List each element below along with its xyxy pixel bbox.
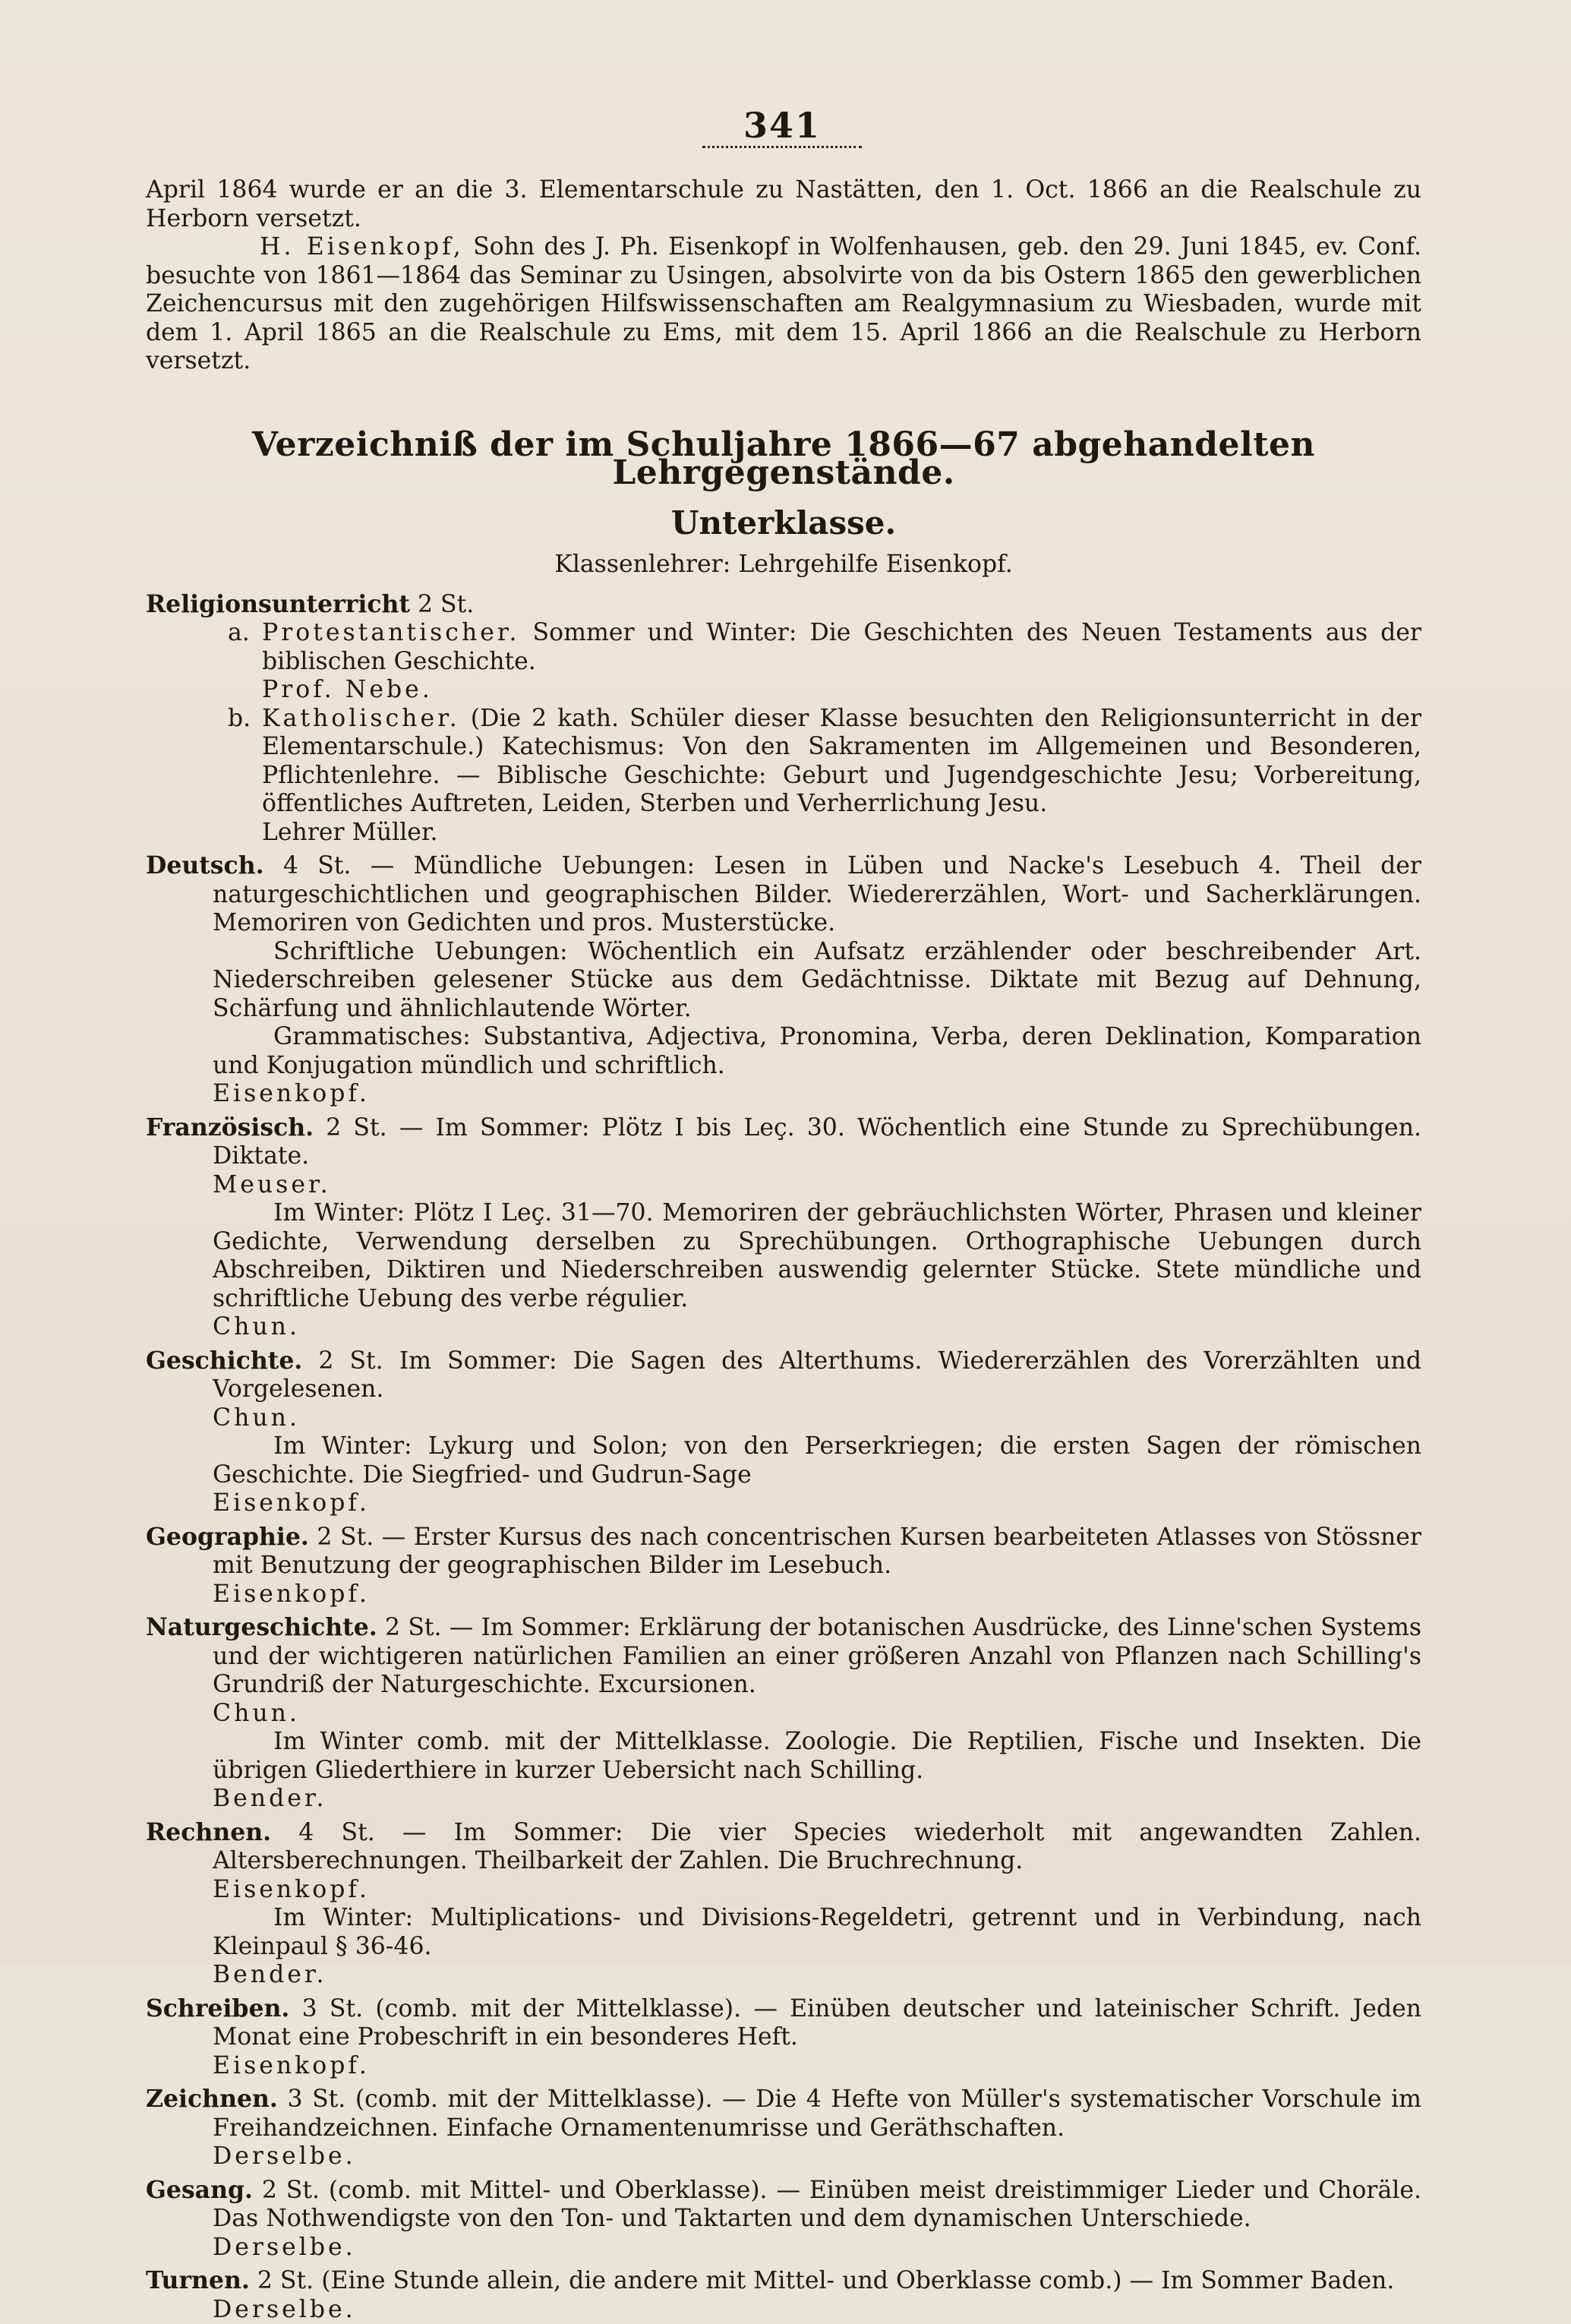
teacher: Bender.: [213, 1961, 1421, 1990]
teacher: Chun.: [213, 1404, 1421, 1433]
subject-gesang: [146, 2176, 1421, 2262]
section-title: Verzeichniß der im Schuljahre 1866—67 abgehandelten Lehrgegenstände.: [146, 431, 1421, 488]
teacher: Eisenkopf.: [213, 1080, 1421, 1109]
intro-paragraph-2: [146, 233, 1421, 376]
subject-text-2: Im Winter: Lykurg und Solon; von den Perserkriegen; die ersten Sagen der römischen Geschichte. Die Siegfried- und Gudrun-Sage: [213, 1432, 1421, 1489]
subject-name: Französisch.: [146, 1113, 314, 1141]
subject-text-2: Im Winter: Multiplications- und Divisions-Regeldetri, getrennt und in Verbindung, nach Kleinpaul § 36-46.: [213, 1904, 1421, 1961]
item-label: a.: [146, 619, 262, 648]
subject-name: Rechnen.: [146, 1818, 271, 1846]
teacher: Prof. Nebe.: [262, 676, 1421, 705]
teacher: Derselbe.: [213, 2142, 1421, 2171]
subject-text: 2 St. — Erster Kursus des nach concentrischen Kursen bearbeiteten Atlasses von Stössner mit Benutzung der geographischen Bilder im Lesebuch.: [213, 1524, 1421, 1580]
subject-text: 4 St. — Im Sommer: Die vier Species wiederholt mit angewandten Zahlen. Altersberechnungen. Theilbarkeit der Zahlen. Die Bruchrechnung.: [213, 1819, 1421, 1875]
subject-zeichnen: [146, 2085, 1421, 2171]
teacher: Eisenkopf.: [213, 2052, 1421, 2081]
subject-geographie: [146, 1523, 1421, 1609]
subject-name: Naturgeschichte.: [146, 1613, 377, 1641]
subject-naturgeschichte: [146, 1613, 1421, 1814]
subject-text-2: Schriftliche Uebungen: Wöchentlich ein Aufsatz erzählender oder beschreibender Art. Niederschreiben gelesener Stücke aus dem Gedächtnisse. Diktate mit Bezug auf Dehnung, Schärfung und ähnlichlautende Wörter.: [213, 938, 1421, 1024]
teacher: Eisenkopf.: [213, 1489, 1421, 1518]
subject-deutsch: [146, 851, 1421, 1109]
subject-text: 2 St. (Eine Stunde allein, die andere mit Mittel- und Oberklasse comb.) — Im Sommer Baden.: [257, 2267, 1395, 2294]
item-text: (Die 2 kath. Schüler dieser Klasse besuchten den Religionsunterricht in der Elementarschule.) Katechismus: Von den Sakramenten im Allgemeinen und Besonderen, Pflichtenlehre. — Biblische Geschichte: Geburt und Jugendgeschichte Jesu; Vorbereitung, öffentliches Auftreten, Leiden, Sterben und Verherrlichung Jesu.: [262, 705, 1421, 818]
page-number: 341: [699, 105, 866, 146]
subject-text: 3 St. (comb. mit der Mittelklasse). — Einüben deutscher und lateinischer Schrift. Jeden Monat eine Probeschrift in ein besonderes Heft.: [213, 1995, 1421, 2051]
subject-name: Deutsch.: [146, 851, 264, 879]
subject-turnen: [146, 2266, 1421, 2324]
subject-name: Geschichte.: [146, 1347, 302, 1375]
subject-schreiben: [146, 1994, 1421, 2081]
intro-paragraph-1: April 1864 wurde er an die 3. Elementarschule zu Nastätten, den 1. Oct. 1866 an die Realschule zu Herborn versetzt.: [146, 176, 1421, 233]
teacher: Derselbe.: [213, 2234, 1421, 2262]
subject-hours: 2 St.: [418, 591, 474, 618]
subject-name: Gesang.: [146, 2176, 253, 2204]
item-name: Katholischer.: [262, 705, 460, 732]
intro-text: Sohn des J. Ph. Eisenkopf in Wolfenhausen, geb. den 29. Juni 1845, ev. Conf. besuchte von 1861—1864 das Seminar zu Usingen, absolvirte von da bis Ostern 1865 den gewerblichen Zeichencursus mit den zugehörigen Hilfswissenschaften am Realgymnasium zu Wiesbaden, wurde mit dem 1. April 1865 an die Realschule zu Ems, mit dem 15. April 1866 an die Realschule zu Herborn versetzt.: [146, 233, 1421, 374]
teacher: Derselbe.: [213, 2296, 1421, 2324]
subject-name: Geographie.: [146, 1523, 309, 1551]
subject-text-3: Grammatisches: Substantiva, Adjectiva, Pronomina, Verba, deren Deklination, Komparation und Konjugation mündlich und schriftlich.: [213, 1023, 1421, 1080]
page-content: [146, 176, 1421, 2324]
subject-text: 2 St. Im Sommer: Die Sagen des Alterthums. Wiedererzählen des Vorerzählten und Vorgelesenen.: [213, 1347, 1421, 1404]
teacher: Lehrer Müller.: [262, 819, 1421, 848]
subject-geschichte: [146, 1347, 1421, 1518]
subject-text-2: Im Winter comb. mit der Mittelklasse. Zoologie. Die Reptilien, Fische und Insekten. Die übrigen Gliederthiere in kurzer Uebersicht nach Schilling.: [213, 1728, 1421, 1785]
subject-name: Zeichnen.: [146, 2085, 278, 2113]
intro-name: H. Eisenkopf,: [260, 233, 464, 261]
teacher: Meuser.: [213, 1171, 1421, 1200]
subject-name: Schreiben.: [146, 1994, 289, 2022]
subject-name: Religionsunterricht: [146, 590, 410, 618]
class-heading: Unterklasse.: [146, 509, 1421, 538]
item-label: b.: [146, 705, 262, 734]
teacher: Eisenkopf.: [213, 1876, 1421, 1905]
subject-rechnen: [146, 1818, 1421, 1990]
subject-text: 2 St. — Im Sommer: Plötz I bis Leç. 30. Wöchentlich eine Stunde zu Sprechübungen. Diktate.: [213, 1114, 1421, 1170]
subject-text: 2 St. (comb. mit Mittel- und Oberklasse). — Einüben meist dreistimmiger Lieder und Choräle. Das Nothwendigste von den Ton- und Taktarten und dem dynamischen Unterschiede.: [213, 2177, 1421, 2233]
subject-religion: [146, 590, 1421, 848]
item-text: Sommer und Winter: Die Geschichten des Neuen Testaments aus der biblischen Geschichte.: [262, 619, 1421, 675]
subject-name: Turnen.: [146, 2266, 250, 2294]
subject-franzoesisch: [146, 1113, 1421, 1342]
subject-text: 3 St. (comb. mit der Mittelklasse). — Die 4 Hefte von Müller's systematischer Vorschule im Freihandzeichnen. Einfache Ornamentenumrisse und Geräthschaften.: [213, 2086, 1421, 2142]
teacher: Eisenkopf.: [213, 1580, 1421, 1609]
subject-text: 4 St. — Mündliche Uebungen: Lesen in Lüben und Nacke's Lesebuch 4. Theil der naturgeschichtlichen und geographischen Bilder. Wiedererzählen, Wort- und Sacherklärungen. Memoriren von Gedichten und pros. Musterstücke.: [213, 852, 1421, 936]
religion-b: [146, 705, 1421, 848]
subject-text-2: Im Winter: Plötz I Leç. 31—70. Memoriren der gebräuchlichsten Wörter, Phrasen und kleiner Gedichte, Verwendung derselben zu Sprechübungen. Orthographische Uebungen durch Abschreiben, Diktiren und Niederschreiben auswendig gelernter Stücke. Stete mündliche und schriftliche Uebung des verbe régulier.: [213, 1199, 1421, 1313]
teacher: Bender.: [213, 1785, 1421, 1814]
item-name: Protestantischer.: [262, 619, 520, 646]
page-number-rule: [702, 146, 862, 148]
teacher: Chun.: [213, 1700, 1421, 1729]
subject-text: 2 St. — Im Sommer: Erklärung der botanischen Ausdrücke, des Linne'schen Systems und der wichtigeren natürlichen Familien an einer größeren Anzahl von Pflanzen nach Schilling's Grundriß der Naturgeschichte. Excursionen.: [213, 1614, 1421, 1698]
teacher: Chun.: [213, 1313, 1421, 1342]
class-teacher: Klassenlehrer: Lehrgehilfe Eisenkopf.: [146, 551, 1421, 579]
religion-a: [146, 619, 1421, 705]
